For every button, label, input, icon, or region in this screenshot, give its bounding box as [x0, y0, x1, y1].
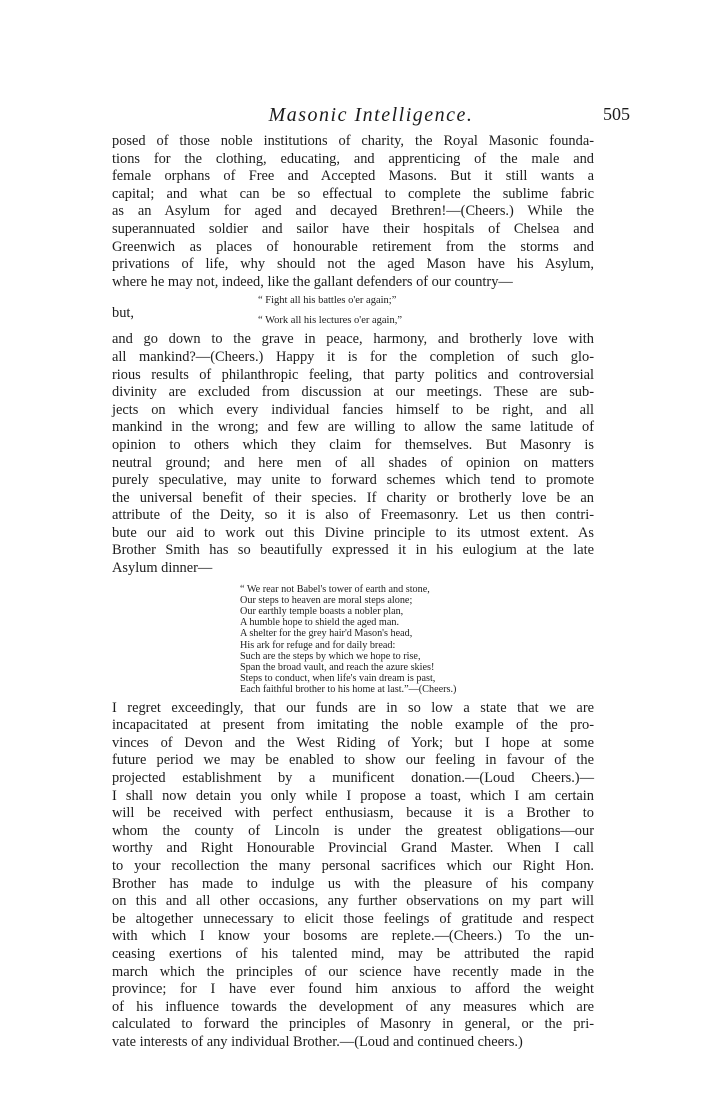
- verse-line: “ We rear not Babel's tower of earth and stone,: [240, 583, 430, 595]
- text-line: attribute of the Deity, so it is also of Freemasonry. Let us then contri-: [112, 507, 594, 524]
- text-line: calculated to forward the principles of Masonry in general, or the pri-: [112, 1016, 594, 1033]
- verse-line: Steps to conduct, when life's vain dream is past,: [240, 673, 436, 685]
- verse-line: Our earthly temple boasts a nobler plan,: [240, 606, 404, 618]
- inline-quotation: [112, 291, 594, 331]
- running-head: Masonic Intelligence.: [268, 104, 474, 126]
- text-line: be altogether unnecessary to elicit those feelings of gratitude and respect: [112, 910, 594, 927]
- text-line: rious results of philanthropic feeling, that party politics and controversial: [112, 366, 594, 383]
- page-header: [112, 104, 630, 130]
- text-line: ceasing exertions of his talented mind, may be attributed the rapid: [112, 946, 594, 962]
- text-line: Greenwich as places of honourable retirement from the storms and: [112, 238, 594, 255]
- text-line: neutral ground; and here men of all shades of opinion on matters: [112, 454, 594, 471]
- paragraph-3: [112, 700, 594, 1052]
- verse-line: Span the broad vault, and reach the azure skies!: [240, 662, 435, 674]
- text-line: I regret exceedingly, that our funds are in so low a state that we are: [112, 699, 594, 716]
- text-line: to your recollection the many personal sacrifices which our Right Hon.: [112, 858, 594, 875]
- text-line: of his influence towards the development of any measures which are: [112, 998, 594, 1015]
- paragraph-2: [112, 331, 594, 577]
- text-line: opinion to others which they claim for themselves. But Masonry is: [112, 436, 594, 453]
- verse-line: Our steps to heaven are moral steps alone;: [240, 594, 413, 606]
- text-line: vinces of Devon and the West Riding of York; but I hope at some: [112, 734, 594, 751]
- verse-line: Such are the steps by which we hope to rise,: [240, 650, 421, 662]
- text-line: with which I know your bosoms are replete.—(Cheers.) To the un-: [112, 928, 594, 945]
- text-line: bute our aid to work out this Divine principle to its utmost extent. As: [112, 524, 594, 541]
- text-line: divinity are excluded from discussion at our meetings. These are sub-: [112, 384, 594, 401]
- text-line: vate interests of any individual Brother.—(Loud and continued cheers.): [112, 1033, 523, 1050]
- verse-line: His ark for refuge and for daily bread:: [240, 639, 396, 651]
- verse-line: A humble hope to shield the aged man.: [240, 617, 400, 629]
- text-line: march which the principles of our science have recently made in the: [112, 963, 594, 980]
- text-line: jects on which every individual fancies himself to be right, and all: [112, 401, 594, 418]
- text-line: purely speculative, may unite to forward schemes which tend to promote: [112, 472, 594, 489]
- text-line: all mankind?—(Cheers.) Happy it is for the completion of such glo-: [112, 348, 594, 365]
- page-body: [112, 133, 594, 1052]
- text-line: mankind in the wrong; and few are willing to allow the same latitude of: [112, 419, 594, 436]
- paragraph-1: [112, 133, 594, 291]
- text-line: will be received with perfect enthusiasm, because it is a Brother to: [112, 805, 594, 822]
- text-line: incapacitated at present from imitating the noble example of the pro-: [112, 717, 594, 734]
- verse-quotation: [240, 584, 594, 696]
- text-line: Brother has made to indulge us with the pleasure of his company: [112, 875, 594, 892]
- text-line: female orphans of Free and Accepted Masons. But it still wants a: [112, 168, 594, 185]
- text-line: posed of those noble institutions of charity, the Royal Masonic founda-: [112, 133, 594, 149]
- text-line: privations of life, why should not the aged Mason have his Asylum,: [112, 256, 594, 273]
- text-line: whom the county of Lincoln is under the greatest obligations—our: [112, 822, 594, 839]
- text-line: tions for the clothing, educating, and apprenticing of the male and: [112, 150, 594, 167]
- text-line: and go down to the grave in peace, harmony, and brotherly love with: [112, 331, 594, 348]
- verse-line: Each faithful brother to his home at last.”—(Cheers.): [240, 684, 457, 696]
- text-line: projected establishment by a munificent donation.—(Loud Cheers.)—: [112, 770, 594, 787]
- text-line: the universal benefit of their species. If charity or brotherly love be an: [112, 489, 594, 506]
- text-line: province; for I have ever found him anxious to afford the weight: [112, 981, 594, 998]
- text-line: as an Asylum for aged and decayed Brethren!—(Cheers.) While the: [112, 203, 594, 220]
- text-line: future period we may be enabled to show our feeling in favour of the: [112, 752, 594, 769]
- text-line: where he may not, indeed, like the gallant defenders of our country—: [112, 273, 513, 290]
- text-line: on this and all other occasions, any further observations on my part will: [112, 893, 594, 910]
- text-line: superannuated soldier and sailor have their hospitals of Chelsea and: [112, 220, 594, 237]
- quote-line: “ Work all his lectures o'er again,”: [258, 315, 403, 327]
- text-line: I shall now detain you only while I propose a toast, which I am certain: [112, 787, 594, 804]
- verse-line: A shelter for the grey hair'd Mason's head,: [240, 628, 413, 640]
- text-line: Brother Smith has so beautifully expressed it in his eulogium at the late: [112, 542, 594, 559]
- page-number: 505: [603, 104, 630, 124]
- text-line: Asylum dinner—: [112, 560, 213, 577]
- text-line: capital; and what can be so effectual to complete the sublime fabric: [112, 185, 594, 202]
- quote-line: “ Fight all his battles o'er again;”: [258, 295, 397, 307]
- text-line: worthy and Right Honourable Provincial Grand Master. When I call: [112, 840, 594, 857]
- but-word: but,: [112, 305, 134, 322]
